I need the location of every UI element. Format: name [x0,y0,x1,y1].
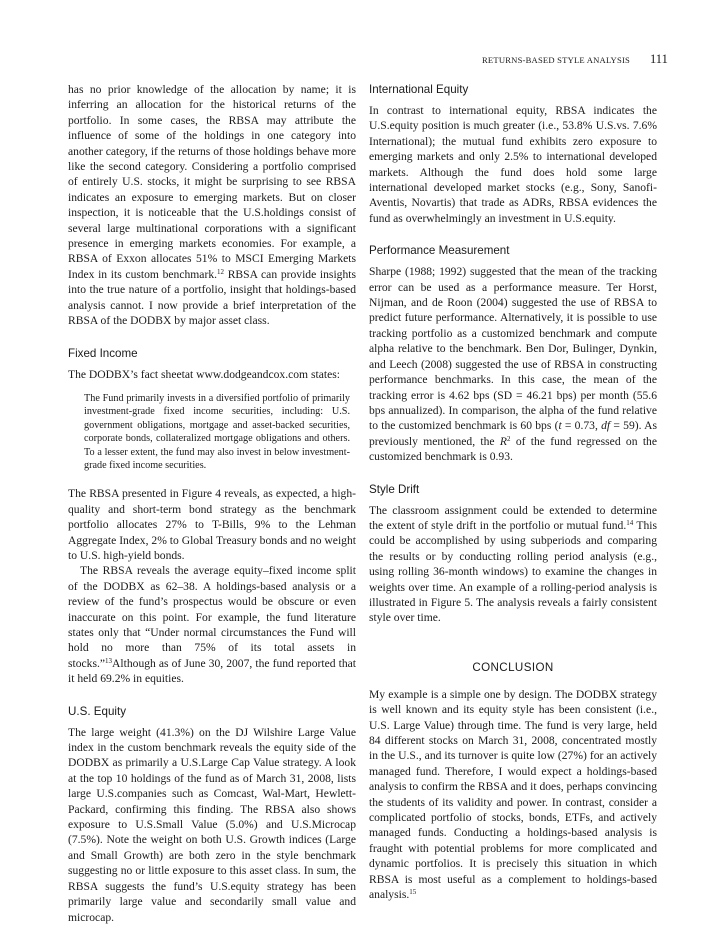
right-column [369,82,657,902]
us-equity-heading: U.S. Equity [68,704,126,718]
left-column [68,82,356,925]
performance-measurement-heading: Performance Measurement [369,244,510,258]
style-drift-paragraph: The classroom assignment could be extended to determine the extent of style drift in the portfolio or mutual fund.$^{14}$ This could be accomplished by using subperiods and comparing the results or by conducting rolling period analysis (e.g., using rolling 36-month windows) to examine the changes in weights over time. An example of a rolling-period analysis is illustrated in Figure 5. The analysis reveals a fairly consistent style over time. [369,503,657,625]
fixed-income-intro: The DODBX’s fact sheetat www.dodgeandcox.com states: [68,367,340,381]
conclusion-paragraph: My example is a simple one by design. The DODBX strategy is well known and its equity style has been consistent (i.e., U.S. Large Value) through time. The fund is very large, held 84 different stocks on March 31, 2008, concentrated mostly in the U.S., and its turnover is quite low (27%) for an actively managed fund. Therefore, I would expect a holdings-based analysis to confirm the RBSA and it does, perhaps convincing the students of its validity and power. In contrast, consider a complicated portfolio of stocks, bonds, ETFs, and actively managed funds. Conducting a holdings-based analysis is fraught with potential problems for more complicated and dynamic portfolios. It is precisely this situation in which RBSA is most useful as a complement to holdings-based analysis.$^{15}$ [369,687,657,902]
fixed-income-paragraph-3: The RBSA reveals the average equity–fixed income split of the DODBX as 62–38. A holdings-based analysis or a review of the fund’s prospectus would be obscure or even inaccurate on this point. For example, the fund literature states only that “Under normal circumstances the Fund will hold no more than 75% of its total assets in stocks.”$^{13}$Although as of June 30, 2007, the fund reported that it held 69.2% in equities. [68,564,356,686]
style-drift-heading: Style Drift [369,482,420,496]
footnote-ref-13: 13 [105,656,113,665]
footnote-ref-12: 12 [217,267,225,276]
fixed-income-paragraph-2: The RBSA presented in Figure 4 reveals, as expected, a high-quality and short-term bond strategy as the benchmark portfolio allocates 27% to T-Bills, 9% to the Lehman Aggregate Index, 2% to Global Treasury bonds and no weight to U.S. high-yield bonds. [68,487,356,562]
footnote-ref-14: 14 [626,518,634,527]
footnote-ref-15: 15 [409,888,417,897]
fixed-income-heading: Fixed Income [68,346,138,360]
conclusion-heading: CONCLUSION [472,660,554,674]
international-equity-paragraph: In contrast to international equity, RBSA indicates the U.S.equity position is much greater (i.e., 53.8% U.S.vs. 7.6% International); the mutual fund exhibits zero exposure to emerging markets and only 2.5% to international developed markets. Although the fund does hold some large international developed market stocks (e.g., Sony, Sanofi-Aventis, Novartis) that trade as ADRs, RBSA evidences the fund as overwhelmingly an investment in U.S.equity. [369,104,657,225]
international-equity-heading: International Equity [369,83,469,96]
running-header-title: RETURNS-BASED STYLE ANALYSIS [482,55,630,65]
us-equity-paragraph: The large weight (41.3%) on the DJ Wilshire Large Value index in the custom benchmark reveals the equity side of the DODBX as primarily a U.S.Large Cap Value strategy. A look at the top 10 holdings of the fund as of March 31, 2008, lists large U.S.companies such as Comcast, Wal-Mart, Hewlett-Packard, confirming this finding. The RBSA also shows exposure to U.S.Small Value (5.0%) and U.S.Microcap (7.5%). Note the weight on both U.S. Growth indices (Large and Small Growth) are both zero in the style benchmark suggesting no or little exposure to this asset class. In sum, the RBSA suggests the fund’s U.S.equity strategy has been primarily large value and secondarily small value and microcap. [68,725,356,924]
fund-quote: The Fund primarily invests in a diversified portfolio of primarily investment-grade fixed income securities, including: U.S. government obligations, mortgage and asset-backed securities, corporate bonds, collateralized mortgage obligations and others. To a lesser extent, the fund may also invest in below investment-grade fixed income securities. [84,392,350,471]
page-number: 111 [650,52,668,66]
intro-paragraph: has no prior knowledge of the allocation by name; it is inferring an allocation for the historical returns of the portfolio. In some cases, the RBSA may attribute the influence of some of the holdings in one category into another category, if the returns of those holdings behave more like the second category. Considering a portfolio comprised of entirely U.S. stocks, it might be surprising to see RBSA indicates an exposure to emerging markets. But on closer inspection, it is noticeable that the U.S.holdings consist of several large multinational corporations with a significant presence in emerging markets economies. For example, a RBSA of Exxon allocates 51% to MSCI Emerging Markets Index in its custom benchmark.$^{12}$ RBSA can provide insights into the true nature of a portfolio, insight that holdings-based analysis cannot. I now provide a brief interpretation of the RBSA of the DODBX by major asset class. [68,83,356,328]
performance-measurement-paragraph: Sharpe (1988; 1992) suggested that the mean of the tracking error can be used as a performance measure. Ter Horst, Nijman, and de Roon (2004) suggested the use of RBSA to predict future performance. Alternatively, it is possible to use tracking portfolio as a customized benchmark and compute alpha relative to the benchmark. Ben Dor, Bulinger, Dynkin, and Leech (2008) suggested the use of RBSA in constructing performance benchmarks. In this case, the mean of the tracking error is 4.62 bps (SD = 46.21 bps) per month (55.6 bps annualized). In comparison, the alpha of the fund relative to the customized benchmark is 60 bps (t = 0.73, df = 59). As previously mentioned, the $R^2$ of the fund regressed on the customized benchmark is 0.93. [369,265,657,464]
